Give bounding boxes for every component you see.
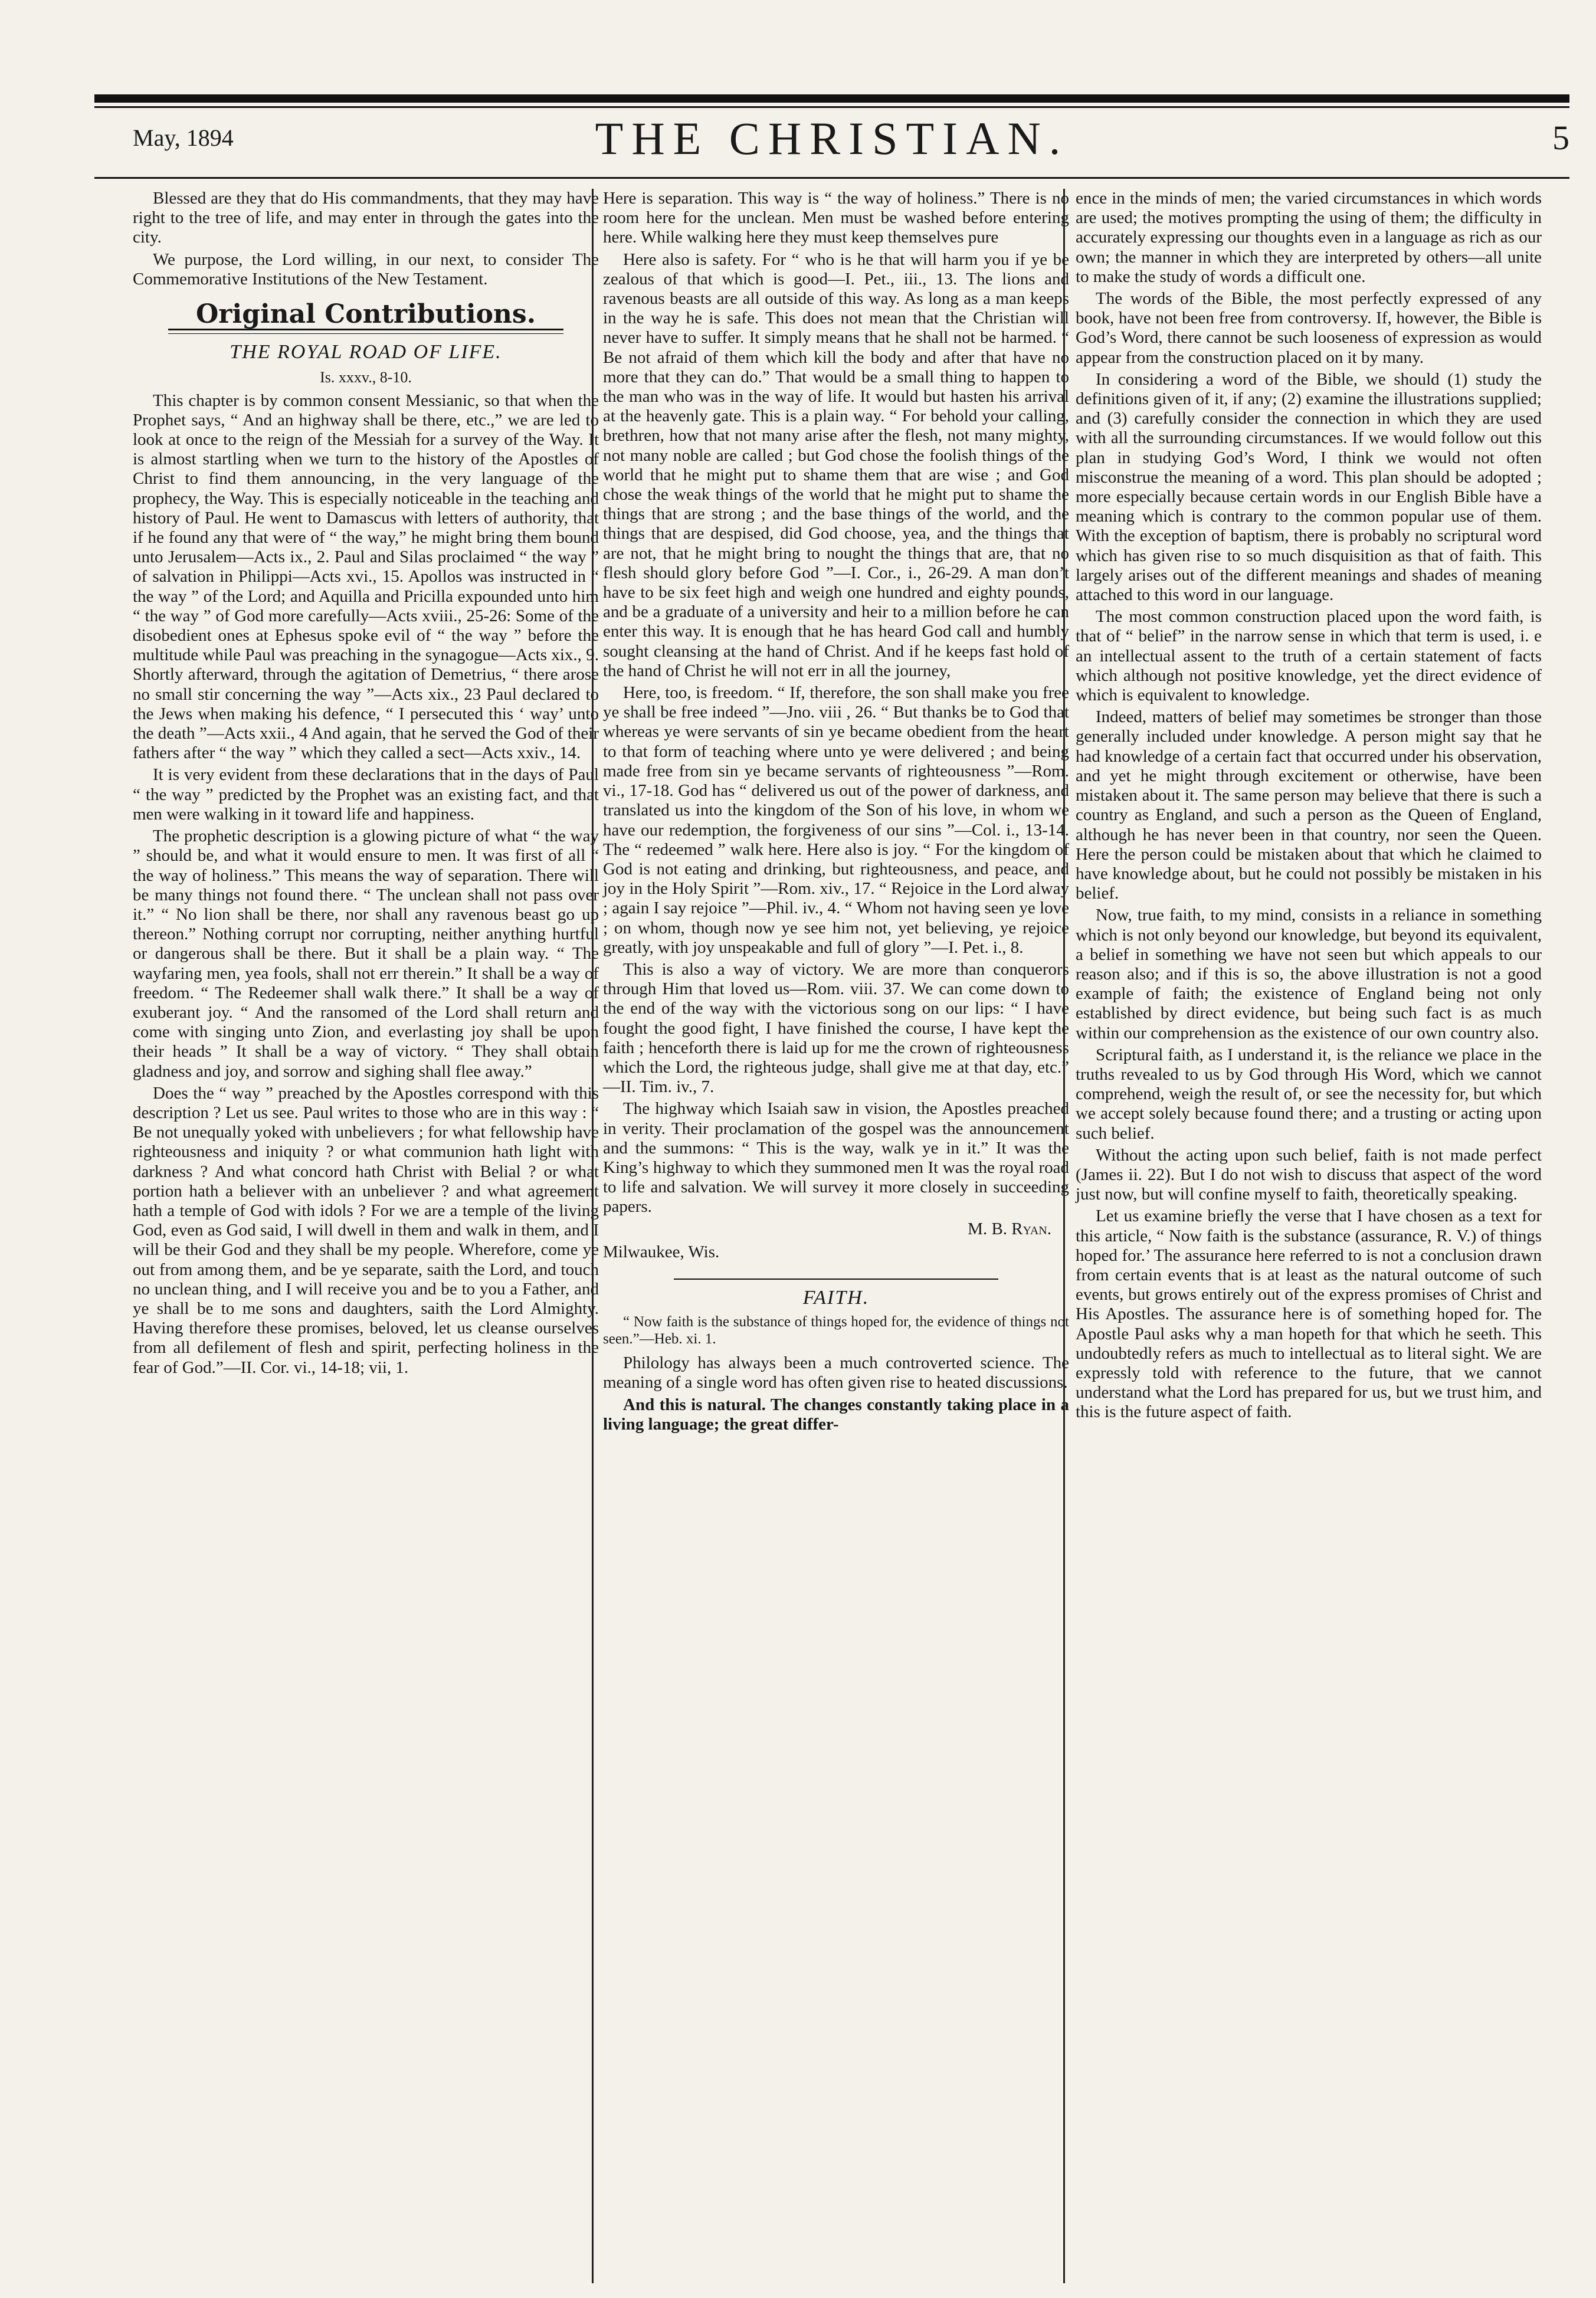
article-paragraph: Does the “ way ” preached by the Apostles correspond with this description ? Let us see. Paul writes to those who are in this way : “ Be not unequally yoked with unbelievers ; for what fellowship have righteousness and iniquity ? or what communion hath light with darkness ? And what concord hath Christ with Belial ? or what portion hath a believer with an unbeliever ? and what agreement hath a temple of God with idols ? For we are a temple of the living God, even as God said, I will dwell in them and walk in them, and I will be their God and they shall be my people. Wherefore, come ye out from among them, and be ye separate, saith the Lord, and touch no unclean thing, and I will receive you and be to you a Father, and ye shall be to me sons and daughters, saith the Lord Almighty. Having therefore these promises, beloved, let us cleanse ourselves from all defilement of flesh and spirit, perfecting holiness in the fear of God.”—II. Cor. vi., 14-18; vii, 1. xyxy=(133,1083,599,1377)
article-paragraph: Philology has always been a much controverted science. The meaning of a single word has often given rise to heated discussions. xyxy=(603,1353,1069,1392)
article-title: THE ROYAL ROAD OF LIFE. xyxy=(230,341,502,363)
article-paragraph: The prophetic description is a glowing picture of what “ the way ” should be, and what it would ensure to men. It was first of all “ the way of holiness.” This means the way of separation. There will be many things not found there. “ The unclean shall not pass over it.” “ No lion shall be there, nor shall any ravenous beast go up thereon.” Nothing corrupt nor corrupting, neither anything hurtful or dangerous shall be there. But it shall be a plain way. “ The wayfaring men, yea fools, shall not err therein.” It shall be a way of freedom. “ The Redeemer shall walk there.” It shall be a way of exuberant joy. “ And the ransomed of the Lord shall return and come with singing unto Zion, and everlasting joy shall be upon their heads ” It shall be a way of victory. “ They shall obtain gladness and joy, and sorrow and sighing shall flee away.” xyxy=(133,827,599,1081)
article-paragraph: This chapter is by common consent Messianic, so that when the Prophet says, “ And an highway shall be there, etc.,” we are led to look at once to the reign of the Messiah for a survey of the Way. It is almost startling when we turn to the history of the Apostles of Christ to find them announcing, in the very language of the prophecy, the Way. This is especially noticeable in the teaching and history of Paul. He went to Damascus with letters of authority, that if he found any that were of “ the way,” he might bring them bound unto Jerusalem—Acts ix., 2. Paul and Silas proclaimed “ the way ” of salvation in Philippi—Acts xvi., 15. Apollos was instructed in “ the way ” of the Lord; and Aquilla and Pricilla expounded unto him “ the way ” of God more carefully—Acts xviii., 25-26: Some of the disobedient ones at Ephesus spoke evil of “ the way ” before the multitude while Paul was preaching in the synagogue—Acts xix., 9. Shortly afterward, through the agitation of Demetrius, “ there arose no small stir concerning the way ”—Acts xix., 23 Paul declared to the Jews when making his defence, “ I persecuted this ‘ way’ unto the death ”—Acts xxii., 4 And again, that he served the God of their fathers after “ the way ” which they called a sect—Acts xxiv., 14. xyxy=(133,391,599,763)
article-paragraph: And this is natural. The changes constantly taking place in a living language; the great differ- xyxy=(603,1395,1069,1434)
article-paragraph: Scriptural faith, as I understand it, is the reliance we place in the truths revealed to us by God through His Word, which we cannot comprehend, weigh the result of, or see the necessity for, but which we accept solely because found there; and a trusting or acting upon such belief. xyxy=(1076,1045,1542,1143)
article-paragraph: Without the acting upon such belief, faith is not made perfect (James ii. 22). But I do not wish to discuss that aspect of the word just now, but will confine myself to faith, theoretically speaking. xyxy=(1076,1145,1542,1204)
article-paragraph: ence in the minds of men; the varied circumstances in which words are used; the motives prompting the using of them; the difficulty in accurately expressing our thoughts even in a language as rich as our own; the manner in which they are interpreted by others—all unite to make the study of words a difficult one. xyxy=(1076,189,1542,286)
article-separator xyxy=(674,1279,998,1280)
masthead xyxy=(94,112,1569,177)
intro-paragraph: We purpose, the Lord willing, in our next, to consider The Commemorative Institutions of the New Testament. xyxy=(133,250,599,289)
article-paragraph: This is also a way of victory. We are more than conquerors through Him that loved us—Rom. viii. 37. We can come down to the end of the way with the victorious song on our lips: “ I have fought the good fight, I have finished the course, I have kept the faith ; henceforth there is laid up for me the crown of righteousness which the Lord, the righteous judge, shall give me at that day, etc.” —II. Tim. iv., 7. xyxy=(603,959,1069,1097)
epigraph: “ Now faith is the substance of things hoped for, the evidence of things not seen.”—Heb. xi. 1. xyxy=(603,1314,1069,1348)
author-place: Milwaukee, Wis. xyxy=(603,1242,720,1261)
column-2 xyxy=(603,189,1069,1437)
newspaper-title: THE CHRISTIAN. xyxy=(595,113,1069,164)
section-heading: Original Contributions. xyxy=(195,299,536,330)
scripture-reference: Is. xxxv., 8-10. xyxy=(320,369,412,386)
header-rule xyxy=(94,177,1569,179)
article-paragraph: The most common construction placed upon the word faith, is that of “ belief” in the narrow sense in which that term is used, i. e an intellectual assent to the truth of a certain statement of facts which although not positive knowledge, yet the direct evidence of which is equivalent to knowledge. xyxy=(1076,607,1542,705)
heading-double-rule xyxy=(168,329,563,334)
article-paragraph: The highway which Isaiah saw in vision, the Apostles preached in verity. Their proclamation of the gospel was the announcement and the summons: “ This is the way, walk ye in it.” It was the King’s highway to which they summoned men It was the royal road to life and salvation. We will survey it more closely in succeeding papers. xyxy=(603,1099,1069,1217)
article-paragraph: It is very evident from these declarations that in the days of Paul “ the way ” predicted by the Prophet was an existing fact, and that men were walking in it toward life and happiness. xyxy=(133,765,599,824)
masthead-thin-rule xyxy=(94,106,1569,108)
article-paragraph: In considering a word of the Bible, we should (1) study the definitions given of it, if any; (2) examine the illustrations supplied; and (3) carefully consider the connection in which they are used with all the surrounding circumstances. If we would follow out this plan in studying God’s Word, I think we would not often misconstrue the meaning of a word. This plan should be adopted ; more especially because certain words in our English Bible have a meaning which is contrary to the common popular use of them. With the exception of baptism, there is probably no scriptural word which has given rise to so much disquisition as that of faith. This largely arises out of the different meanings and shades of meaning attached to this word in our language. xyxy=(1076,369,1542,605)
issue-date: May, 1894 xyxy=(133,124,234,151)
intro-paragraph: Blessed are they that do His commandments, that they may have right to the tree of life, and may enter in through the gates into the city. xyxy=(133,189,599,247)
masthead-thick-rule xyxy=(94,94,1569,103)
article-paragraph: Let us examine briefly the verse that I have chosen as a text for this article, “ Now faith is the substance (assurance, R. V.) of things hoped for.’ The assurance here referred to is not a conclusion drawn from certain events that is at least as the natural outcome of such events, but grows entirely out of the express promises of Christ and His Apostles. The assurance here is of something hoped for. The Apostle Paul asks why a man hopeth for that which he seeth. This undoubtedly refers as much to intellectual as to literal sight. We are expressly told with reference to the future, that we cannot understand what the Lord has prepared for us, but we trust him, and this is the future aspect of faith. xyxy=(1076,1207,1542,1422)
author-signature: M. B. Ryan. xyxy=(968,1219,1051,1238)
article-paragraph: Here also is safety. For “ who is he that will harm you if ye be zealous of that which is good—I. Pet., iii., 13. The lions and ravenous beasts are all outside of this way. As long as a man keeps in the way he is safe. This does not mean that the Christian will never have to suffer. It simply means that he shall not be harmed. “ Be not afraid of them which kill the body and after that have no more that they can do.” That would be a small thing to happen to the man who was in the way of life. It would but hasten his arrival at the heavenly gate. This is a plain way. “ For behold your calling, brethren, how that not many arise after the flesh, not many mighty, not many noble are called ; but God chose the foolish things of the world that he might put to shame them that are wise ; and God chose the weak things of the world that he might put to shame the things that are strong ; and the base things of the world, and the things that are despised, did God choose, yea, and the things that are not, that he might bring to nought the things that are, that no flesh should glory before God ”—I. Cor., i., 26-29. A man don’t have to be six feet high and weigh one hundred and eighty pounds, and be a graduate of a university and heir to a million before he can enter this way. It is enough that he has heard God call and humbly sought cleansing at the hand of Christ. And if he keeps fast hold of the hand of Christ he will not err in all the journey, xyxy=(603,250,1069,680)
article-title: FAITH. xyxy=(802,1286,870,1309)
article-paragraph: Indeed, matters of belief may sometimes be stronger than those generally included under knowledge. A person might say that he had knowledge of a certain fact that occurred under his observation, and yet he might through excitement or otherwise, have been mistaken about it. The same person may believe that there is such a country as England, and such a person as the Queen of England, although he has never been in that country, nor seen the Queen. Here the person could be mistaken about that which he claimed to have knowledge about, but he could not possibly be mistaken in his belief. xyxy=(1076,707,1542,903)
column-3 xyxy=(1076,189,1542,1425)
article-paragraph: The words of the Bible, the most perfectly expressed of any book, have not been free from controversy. If, however, the Bible is God’s Word, there cannot be such looseness of expression as would appear from the construction placed on it by many. xyxy=(1076,289,1542,367)
column-1 xyxy=(133,189,599,1380)
article-paragraph: Here, too, is freedom. “ If, therefore, the son shall make you free ye shall be free indeed ”—Jno. viii , 26. “ But thanks be to God that whereas ye were servants of sin ye became obedient from the heart to that form of teaching where unto ye were delivered ; and being made free from sin ye became servants of righteousness ”—Rom. vi., 17-18. God has “ delivered us out of the power of darkness, and translated us into the kingdom of the Son of his love, in whom we have our redemption, the forgiveness of our sins ”—Col. i., 13-14. The “ redeemed ” walk here. Here also is joy. “ For the kingdom of God is not eating and drinking, but righteousness, and peace, and joy in the Holy Spirit ”—Rom. xiv., 17. “ Rejoice in the Lord alway ; again I say rejoice ”—Phil. iv., 4. “ Whom not having seen ye love ; on whom, though now ye see him not, yet believing, ye rejoice greatly, with joy unspeakable and full of glory ”—I. Pet. i., 8. xyxy=(603,683,1069,957)
article-paragraph: Now, true faith, to my mind, consists in a reliance in something which is not only beyond our knowledge, but beyond its equivalent, a belief in something we have not seen but which appeals to our reason also; and if this is so, the above illustration is not a good example of faith; the existence of England being not only established by direct evidence, but being such fact is as much within our comprehension as the existence of our own country also. xyxy=(1076,906,1542,1043)
page-number: 5 xyxy=(1552,119,1569,157)
article-paragraph: Here is separation. This way is “ the way of holiness.” There is no room here for the unclean. Men must be washed before entering here. While walking here they must keep themselves pure xyxy=(603,189,1069,247)
